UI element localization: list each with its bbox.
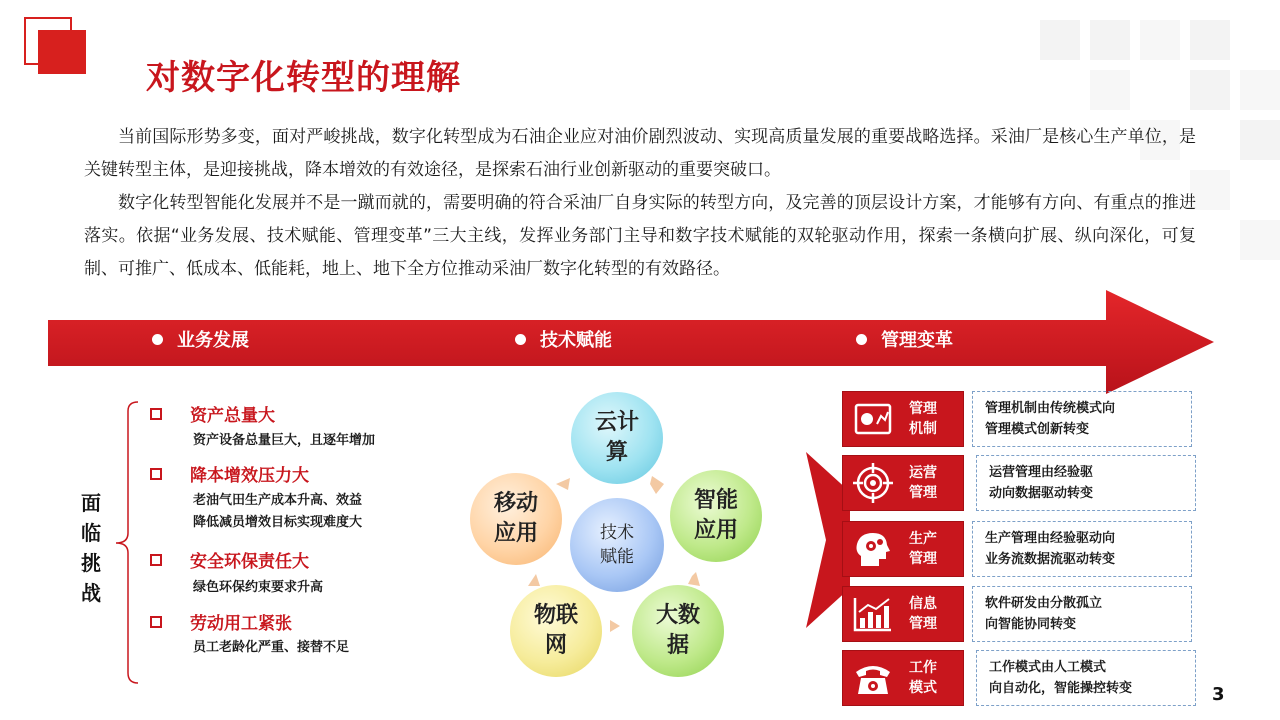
mgmt-card-work-mode [842, 650, 964, 706]
arrow-item-label: 管理变革 [881, 330, 953, 351]
mgmt-card-operation [842, 455, 964, 511]
mgmt-label: 信息 [909, 596, 937, 612]
challenge-desc-line: 员工老龄化严重、接替不足 [193, 640, 350, 655]
intro-paragraph-1: 当前国际形势多变，面对严峻挑战，数字化转型成为石油企业应对油价剧烈波动、实现高质量发展的重要战略选择。采油厂是核心生产单位，是关键转型主体，是迎接挑战，降本增效的有效途径，是探索石油行业创新驱动的重要突破口。 [84, 127, 1196, 180]
mgmt-label: 管理 [909, 616, 937, 632]
mgmt-desc-box [976, 650, 1196, 706]
checkbox-square-icon [150, 468, 162, 480]
challenge-label-char: 临 [81, 521, 101, 545]
challenge-title-text: 降本增效压力大 [190, 466, 309, 486]
challenge-desc-line: 老油气田生产成本升高、效益 [193, 493, 363, 508]
mgmt-label: 管理 [909, 485, 937, 501]
challenge-desc-line: 资产设备总量巨大，且逐年增加 [193, 433, 376, 448]
mgmt-label: 管理 [909, 551, 937, 567]
challenge-desc-line: 降低减员增效目标实现难度大 [193, 515, 363, 530]
challenge-label-char: 面 [81, 491, 101, 515]
challenge-desc [193, 637, 349, 659]
challenge-title [150, 461, 309, 486]
checkbox-square-icon [150, 408, 162, 420]
arrow-item-business [152, 326, 249, 352]
mgmt-desc-line: 向智能协同转变 [985, 617, 1077, 632]
challenge-desc [193, 577, 323, 599]
challenge-label [78, 488, 104, 608]
mgmt-desc-box [972, 521, 1192, 577]
challenge-title [150, 547, 309, 572]
node-text: 智能 [693, 488, 738, 513]
node-text: 网 [544, 633, 567, 658]
bullet-dot-icon [515, 334, 526, 345]
mgmt-label: 生产 [909, 531, 937, 547]
mgmt-desc-line: 管理机制由传统模式向 [985, 401, 1116, 416]
corner-logo-fill [38, 30, 86, 74]
checkbox-square-icon [150, 616, 162, 628]
mgmt-desc-box [976, 455, 1196, 511]
cycle-arrow-icon [528, 574, 540, 586]
mgmt-desc-box [972, 391, 1192, 447]
report-chart-icon [843, 402, 903, 436]
challenge-brace [110, 401, 140, 685]
mgmt-label: 模式 [909, 680, 937, 696]
mgmt-desc-line: 生产管理由经验驱动向 [985, 531, 1116, 546]
node-text: 大数 [655, 603, 700, 628]
node-text: 应用 [693, 518, 738, 543]
mgmt-desc-line: 管理模式创新转变 [985, 422, 1090, 437]
arrow-item-label: 技术赋能 [540, 330, 612, 351]
mgmt-desc-line: 软件研发由分散孤立 [985, 596, 1103, 611]
cycle-arrow-icon [556, 478, 570, 490]
challenge-title [150, 401, 275, 426]
node-text: 物联 [533, 603, 578, 628]
head-gears-icon [843, 530, 903, 568]
node-text: 赋能 [600, 547, 634, 567]
challenge-desc-line: 绿色环保约束要求升高 [193, 580, 324, 595]
node-text: 移动 [493, 491, 538, 516]
challenge-label-char: 战 [81, 581, 101, 605]
node-text: 据 [666, 633, 689, 658]
mgmt-desc-line: 动向数据驱动转变 [989, 486, 1094, 501]
mgmt-card-production [842, 521, 964, 577]
bullet-dot-icon [856, 334, 867, 345]
bullet-dot-icon [152, 334, 163, 345]
challenge-title [150, 609, 292, 634]
mgmt-label: 机制 [909, 421, 937, 437]
page-number: 3 [1212, 684, 1225, 705]
node-text: 算 [605, 440, 628, 465]
mgmt-desc-line: 运营管理由经验驱 [989, 465, 1094, 480]
page-title: 对数字化转型的理解 [146, 58, 461, 98]
arrow-item-tech [515, 326, 612, 352]
mgmt-desc-line: 向自动化，智能操控转变 [989, 681, 1133, 696]
arrow-item-label: 业务发展 [177, 330, 249, 351]
mgmt-label: 运营 [909, 465, 937, 481]
cycle-arrow-icon [650, 476, 664, 494]
telephone-icon [843, 660, 903, 696]
node-text: 技术 [600, 523, 634, 543]
node-text: 应用 [493, 521, 538, 546]
bar-chart-icon [843, 596, 903, 632]
arrow-item-management [856, 326, 953, 352]
challenge-desc [193, 490, 362, 534]
checkbox-square-icon [150, 554, 162, 566]
target-icon [843, 463, 903, 503]
cycle-arrow-icon [610, 620, 620, 632]
intro-paragraph-2: 数字化转型智能化发展并不是一蹴而就的，需要明确的符合采油厂自身实际的转型方向，及完善的顶层设计方案，才能够有方向、有重点的推进落实。依据“业务发展、技术赋能、管理变革”三大主线，发挥业务部门主导和数字技术赋能的双轮驱动作用，探索一条横向扩展、纵向深化，可复制、可推广、低成本、低能耗，地上、地下全方位推动采油厂数字化转型的有效路径。 [84, 193, 1196, 279]
challenge-title-text: 劳动用工紧张 [190, 614, 292, 634]
challenge-desc [193, 430, 375, 452]
node-text: 云计 [594, 410, 639, 435]
challenge-title-text: 资产总量大 [190, 406, 275, 426]
mgmt-desc-line: 工作模式由人工模式 [989, 660, 1107, 675]
challenge-label-char: 挑 [81, 551, 101, 575]
mgmt-desc-line: 业务流数据流驱动转变 [985, 552, 1116, 567]
mgmt-label: 工作 [909, 660, 937, 676]
mgmt-desc-box [972, 586, 1192, 642]
cycle-arrows [460, 380, 780, 690]
mgmt-card-mechanism [842, 391, 964, 447]
challenge-title-text: 安全环保责任大 [190, 552, 309, 572]
mgmt-label: 管理 [909, 401, 937, 417]
mgmt-card-information [842, 586, 964, 642]
cycle-arrow-icon [688, 572, 700, 586]
